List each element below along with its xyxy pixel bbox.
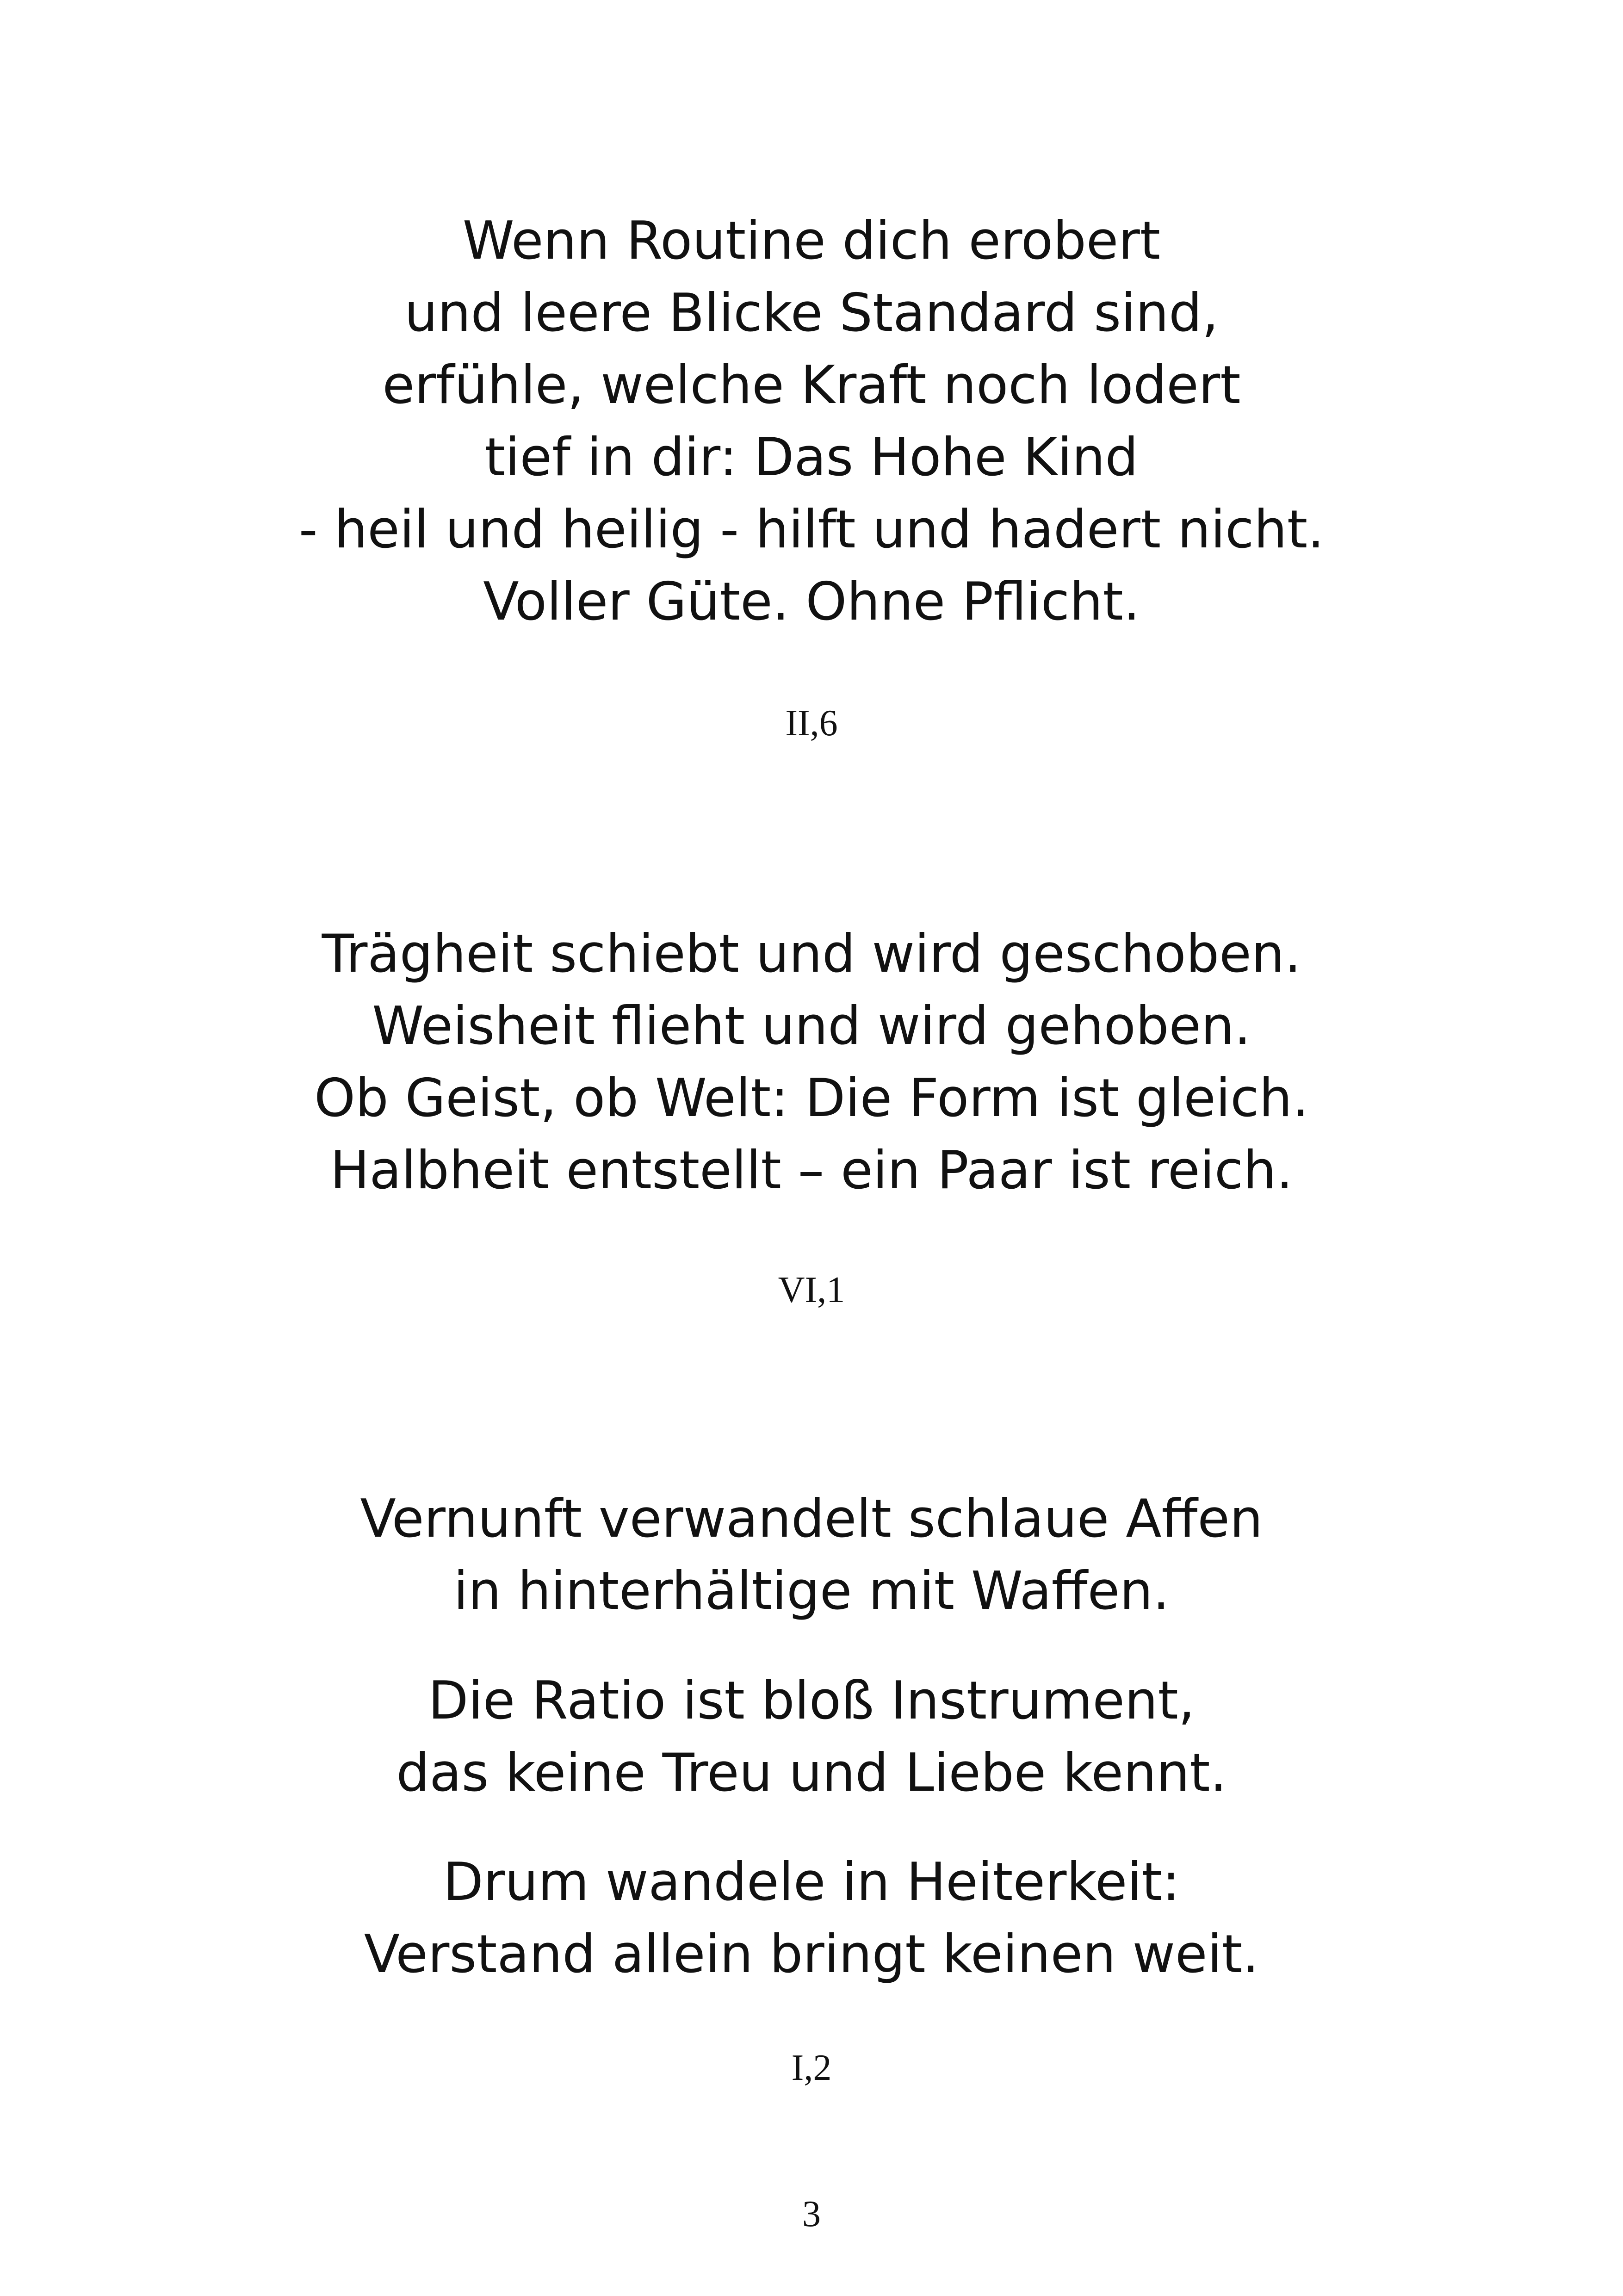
poem-reference: II,6 [785,703,838,744]
poem-line: Halbheit entstellt – ein Paar ist reich. [330,1140,1293,1201]
poem-line: Vernunft verwandelt schlaue Affen [360,1488,1263,1549]
poem-line: Verstand allein bringt keinen weit. [364,1924,1259,1985]
poem-line: Voller Güte. Ohne Pflicht. [483,571,1140,632]
poem-reference: VI,1 [778,1270,845,1310]
poem-line: erfühle, welche Kraft noch lodert [382,354,1241,416]
poem-line: Weisheit flieht und wird gehoben. [372,995,1251,1056]
poem-line: Drum wandele in Heiterkeit: [443,1851,1180,1912]
page-number: 3 [802,2194,821,2234]
poem-line: Trägheit schiebt und wird geschoben. [322,923,1301,984]
poem-line: - heil und heilig - hilft und hadert nicht. [298,499,1325,560]
poem-line: und leere Blicke Standard sind, [404,282,1219,343]
poem-line: Wenn Routine dich erobert [462,210,1161,271]
poem-line: tief in dir: Das Hohe Kind [484,427,1139,488]
poem-reference: I,2 [791,2048,832,2088]
poem-line: Ob Geist, ob Welt: Die Form ist gleich. [314,1067,1309,1129]
poem-line: Die Ratio ist bloß Instrument, [428,1670,1195,1731]
poem-line: in hinterhältige mit Waffen. [453,1560,1170,1621]
poem-line: das keine Treu und Liebe kennt. [396,1742,1227,1803]
